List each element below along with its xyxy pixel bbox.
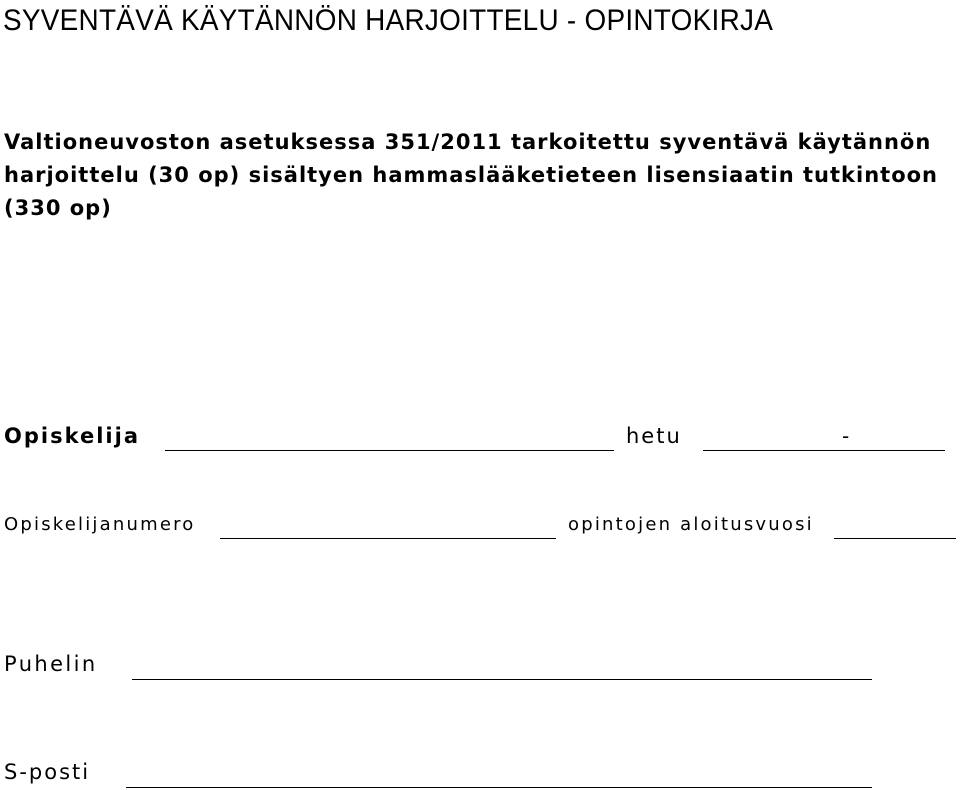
- hetu-separator: -: [842, 424, 850, 448]
- document-title: SYVENTÄVÄ KÄYTÄNNÖN HARJOITTELU - OPINTOKIRJA: [3, 4, 774, 37]
- intro-paragraph: [4, 126, 959, 225]
- student-number-field-line[interactable]: [220, 538, 556, 539]
- intro-line: harjoittelu (30 op) sisältyen hammaslääketieteen lisensiaatin tutkintoon: [4, 163, 938, 187]
- student-label: Opiskelija: [4, 424, 140, 448]
- student-name-field-line[interactable]: [165, 450, 614, 451]
- phone-field-line[interactable]: [132, 679, 872, 680]
- intro-line: Valtioneuvoston asetuksessa 351/2011 tarkoitettu syventävä käytännön: [4, 130, 932, 154]
- email-field-line[interactable]: [126, 787, 872, 788]
- intro-line: (330 op): [4, 196, 112, 220]
- hetu-field-line[interactable]: [703, 450, 945, 451]
- student-number-label: Opiskelijanumero: [4, 514, 196, 535]
- start-year-label: opintojen aloitusvuosi: [568, 514, 814, 535]
- phone-label: Puhelin: [4, 652, 98, 676]
- hetu-label: hetu: [626, 424, 682, 448]
- start-year-field-line[interactable]: [834, 538, 956, 539]
- email-label: S-posti: [4, 760, 91, 784]
